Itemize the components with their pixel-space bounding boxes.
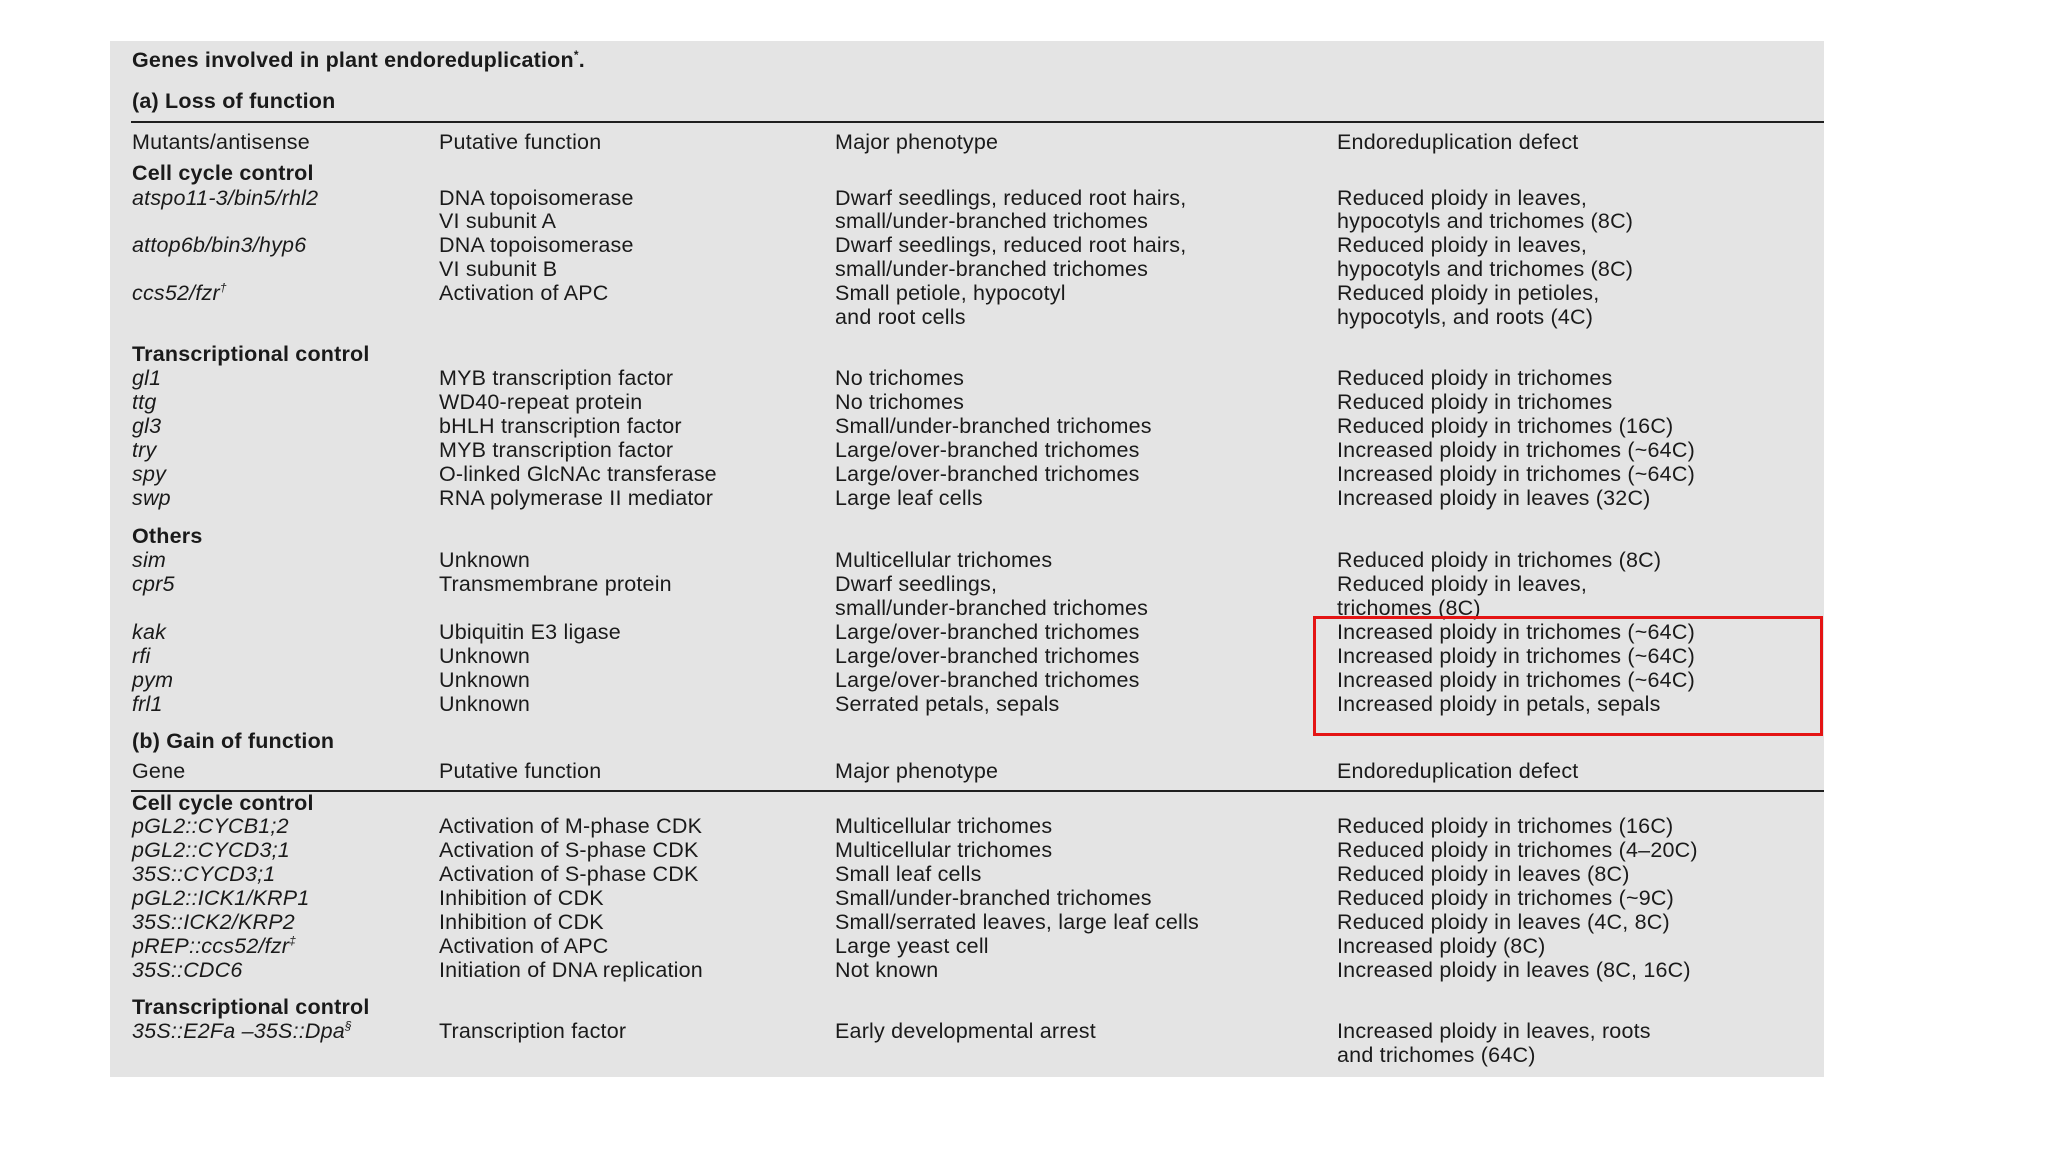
putative-function: Inhibition of CDK <box>439 886 604 910</box>
col-header-gene: Gene <box>132 759 186 783</box>
endoreduplication-defect: Reduced ploidy in trichomes (16C) <box>1337 414 1674 438</box>
major-phenotype: Large/over-branched trichomes <box>835 644 1140 668</box>
gene-name: atspo11-3/bin5/rhl2 <box>132 186 319 210</box>
putative-function: Unknown <box>439 668 531 692</box>
putative-function: Unknown <box>439 548 531 572</box>
gene-name: 35S::CDC6 <box>132 958 243 982</box>
major-phenotype: No trichomes <box>835 390 965 414</box>
major-phenotype: Small petiole, hypocotyl <box>835 281 1066 305</box>
putative-function: Activation of APC <box>439 934 609 958</box>
gene-name: 35S::CYCD3;1 <box>132 862 276 886</box>
major-phenotype: Large/over-branched trichomes <box>835 620 1140 644</box>
major-phenotype: Large/over-branched trichomes <box>835 438 1140 462</box>
major-phenotype: Dwarf seedlings, <box>835 572 998 596</box>
endoreduplication-defect: Reduced ploidy in trichomes (16C) <box>1337 814 1674 838</box>
col-header-function: Putative function <box>439 130 602 154</box>
major-phenotype: Large yeast cell <box>835 934 989 958</box>
major-phenotype: Large/over-branched trichomes <box>835 462 1140 486</box>
group-heading: Cell cycle control <box>132 161 314 185</box>
endoreduplication-defect: Increased ploidy in trichomes (~64C) <box>1337 644 1695 668</box>
putative-function: MYB transcription factor <box>439 366 674 390</box>
putative-function: Activation of S-phase CDK <box>439 862 699 886</box>
endoreduplication-defect: Increased ploidy in trichomes (~64C) <box>1337 438 1695 462</box>
major-phenotype: Small/under-branched trichomes <box>835 414 1152 438</box>
col-header-phenotype: Major phenotype <box>835 759 999 783</box>
putative-function: Inhibition of CDK <box>439 910 604 934</box>
putative-function: Activation of S-phase CDK <box>439 838 699 862</box>
major-phenotype: Large/over-branched trichomes <box>835 668 1140 692</box>
endoreduplication-defect: Reduced ploidy in trichomes (~9C) <box>1337 886 1675 910</box>
major-phenotype: No trichomes <box>835 366 965 390</box>
gene-name: 35S::E2Fa –35S::Dpa§ <box>132 1018 352 1043</box>
header-rule-a <box>131 121 1824 123</box>
major-phenotype: Early developmental arrest <box>835 1019 1096 1043</box>
endoreduplication-defect: hypocotyls, and roots (4C) <box>1337 305 1594 329</box>
gene-name: gl1 <box>132 366 162 390</box>
endoreduplication-defect: hypocotyls and trichomes (8C) <box>1337 257 1634 281</box>
putative-function: Activation of APC <box>439 281 609 305</box>
gene-name: cpr5 <box>132 572 175 596</box>
putative-function: Activation of M-phase CDK <box>439 814 703 838</box>
endoreduplication-defect: Reduced ploidy in trichomes (4–20C) <box>1337 838 1698 862</box>
gene-name: rfi <box>132 644 151 668</box>
endoreduplication-defect: Increased ploidy in trichomes (~64C) <box>1337 462 1695 486</box>
endoreduplication-defect: Increased ploidy (8C) <box>1337 934 1546 958</box>
major-phenotype: Large leaf cells <box>835 486 983 510</box>
major-phenotype: Small leaf cells <box>835 862 982 886</box>
section-a-heading: (a) Loss of function <box>132 89 336 113</box>
putative-function: bHLH transcription factor <box>439 414 682 438</box>
endoreduplication-defect: Increased ploidy in leaves, roots <box>1337 1019 1651 1043</box>
col-header-defect: Endoreduplication defect <box>1337 130 1579 154</box>
major-phenotype: Small/serrated leaves, large leaf cells <box>835 910 1199 934</box>
putative-function: WD40-repeat protein <box>439 390 643 414</box>
section-b-heading: (b) Gain of function <box>132 729 335 753</box>
putative-function: Unknown <box>439 644 531 668</box>
major-phenotype: Dwarf seedlings, reduced root hairs, <box>835 186 1187 210</box>
table-title: Genes involved in plant endoreduplication*. <box>132 47 585 72</box>
putative-function: Transcription factor <box>439 1019 627 1043</box>
endoreduplication-defect: Increased ploidy in trichomes (~64C) <box>1337 668 1695 692</box>
group-heading: Transcriptional control <box>132 342 370 366</box>
endoreduplication-defect: Reduced ploidy in trichomes <box>1337 366 1613 390</box>
major-phenotype: Serrated petals, sepals <box>835 692 1060 716</box>
endoreduplication-defect: Reduced ploidy in leaves (4C, 8C) <box>1337 910 1670 934</box>
endoreduplication-defect: Increased ploidy in petals, sepals <box>1337 692 1661 716</box>
gene-name: kak <box>132 620 167 644</box>
gene-name: try <box>132 438 157 462</box>
group-heading: Others <box>132 524 203 548</box>
header-rule-b <box>131 790 1824 792</box>
putative-function: DNA topoisomerase <box>439 233 634 257</box>
major-phenotype: small/under-branched trichomes <box>835 596 1149 620</box>
gene-name: spy <box>132 462 167 486</box>
major-phenotype: and root cells <box>835 305 966 329</box>
col-header-defect: Endoreduplication defect <box>1337 759 1579 783</box>
endoreduplication-defect: and trichomes (64C) <box>1337 1043 1536 1067</box>
endoreduplication-defect: Reduced ploidy in petioles, <box>1337 281 1600 305</box>
putative-function: Unknown <box>439 692 531 716</box>
putative-function: Initiation of DNA replication <box>439 958 703 982</box>
endoreduplication-defect: Reduced ploidy in leaves, <box>1337 233 1588 257</box>
major-phenotype: Not known <box>835 958 939 982</box>
endoreduplication-defect: hypocotyls and trichomes (8C) <box>1337 209 1634 233</box>
endoreduplication-defect: Reduced ploidy in trichomes <box>1337 390 1613 414</box>
putative-function: RNA polymerase II mediator <box>439 486 714 510</box>
putative-function: O-linked GlcNAc transferase <box>439 462 717 486</box>
gene-name: 35S::ICK2/KRP2 <box>132 910 295 934</box>
major-phenotype: small/under-branched trichomes <box>835 257 1149 281</box>
major-phenotype: Small/under-branched trichomes <box>835 886 1152 910</box>
putative-function: VI subunit A <box>439 209 557 233</box>
major-phenotype: Multicellular trichomes <box>835 548 1053 572</box>
gene-name: frl1 <box>132 692 163 716</box>
gene-name: ccs52/fzr† <box>132 280 227 305</box>
endoreduplication-defect: Reduced ploidy in leaves, <box>1337 186 1588 210</box>
endoreduplication-defect: Increased ploidy in leaves (8C, 16C) <box>1337 958 1691 982</box>
endoreduplication-defect: Reduced ploidy in leaves (8C) <box>1337 862 1630 886</box>
major-phenotype: Multicellular trichomes <box>835 814 1053 838</box>
putative-function: Ubiquitin E3 ligase <box>439 620 621 644</box>
endoreduplication-defect: Reduced ploidy in leaves, <box>1337 572 1588 596</box>
endoreduplication-defect: Increased ploidy in leaves (32C) <box>1337 486 1651 510</box>
gene-name: pGL2::CYCD3;1 <box>132 838 290 862</box>
highlight-box <box>1313 616 1823 736</box>
endoreduplication-defect: Reduced ploidy in trichomes (8C) <box>1337 548 1662 572</box>
gene-name: pREP::ccs52/fzr‡ <box>132 933 297 958</box>
gene-name: gl3 <box>132 414 162 438</box>
major-phenotype: Multicellular trichomes <box>835 838 1053 862</box>
gene-name: pym <box>132 668 174 692</box>
gene-name: attop6b/bin3/hyp6 <box>132 233 307 257</box>
gene-name: sim <box>132 548 167 572</box>
group-heading: Transcriptional control <box>132 995 370 1019</box>
col-header-function: Putative function <box>439 759 602 783</box>
endoreduplication-defect: Increased ploidy in trichomes (~64C) <box>1337 620 1695 644</box>
putative-function: VI subunit B <box>439 257 558 281</box>
gene-name: pGL2::ICK1/KRP1 <box>132 886 310 910</box>
col-header-gene: Mutants/antisense <box>132 130 310 154</box>
gene-name: ttg <box>132 390 157 414</box>
putative-function: MYB transcription factor <box>439 438 674 462</box>
putative-function: DNA topoisomerase <box>439 186 634 210</box>
major-phenotype: Dwarf seedlings, reduced root hairs, <box>835 233 1187 257</box>
group-heading: Cell cycle control <box>132 791 314 815</box>
endoreduplication-defect: trichomes (8C) <box>1337 596 1481 620</box>
major-phenotype: small/under-branched trichomes <box>835 209 1149 233</box>
col-header-phenotype: Major phenotype <box>835 130 999 154</box>
putative-function: Transmembrane protein <box>439 572 672 596</box>
gene-name: swp <box>132 486 171 510</box>
gene-name: pGL2::CYCB1;2 <box>132 814 289 838</box>
